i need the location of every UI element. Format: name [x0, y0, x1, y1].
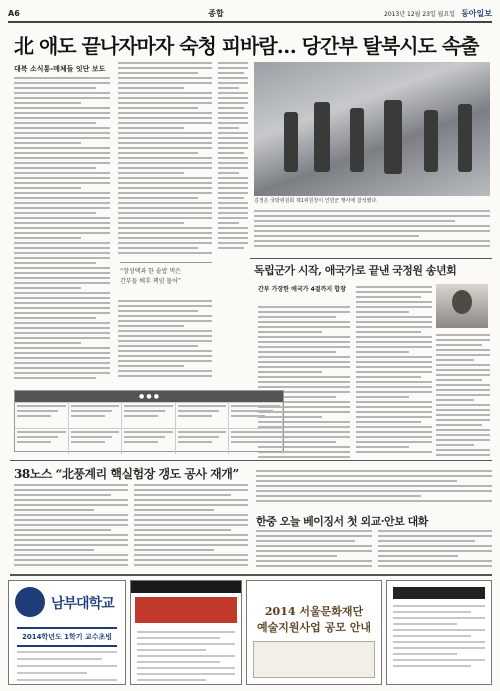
pull-quote-line: 간부들 배후 책임 물어”	[120, 278, 181, 285]
article-column-4	[254, 210, 490, 254]
portrait-photo	[436, 284, 488, 328]
ad-strip	[131, 581, 241, 593]
issue-info: 2013년 12월 23일 월요일	[384, 10, 456, 18]
mid-column-1	[256, 530, 372, 570]
table-row	[15, 402, 283, 428]
news-photo	[254, 62, 490, 196]
culture-foundation-ad	[246, 580, 382, 685]
ad-divider	[10, 574, 492, 576]
side-column-2	[356, 286, 432, 466]
lower-column-3	[256, 470, 492, 508]
newspaper-logo: 동아일보	[461, 7, 492, 18]
ad-headline-line-2: 예술지원사업 공모 안내	[257, 621, 371, 634]
classified-ad	[386, 580, 492, 685]
section-divider	[10, 460, 492, 461]
ad-content-box	[253, 641, 375, 678]
article-column-2	[118, 62, 212, 258]
pull-quote	[120, 262, 212, 287]
article-column-3	[218, 62, 248, 252]
university-name: 남부대학교	[51, 596, 114, 612]
info-table-header: ● ● ●	[15, 391, 283, 402]
lower-column-2	[134, 484, 248, 570]
university-ad	[8, 580, 126, 685]
mid-column-2	[378, 530, 492, 570]
article-column-2b	[118, 300, 212, 382]
ad-title: 2014학년도 1학기 교수초빙	[17, 627, 117, 647]
university-logo-icon	[15, 587, 45, 617]
article-column-1	[14, 62, 110, 382]
section-name: 종합	[208, 8, 224, 18]
ad-headline-line-1: 2014 서울문화재단	[264, 605, 364, 618]
side-column-3	[436, 334, 490, 466]
lower-column-1	[14, 484, 128, 570]
ad-banner	[135, 597, 237, 623]
pull-quote-line: “장성택과 한 솥밥 먹은	[120, 268, 181, 275]
notice-ad	[130, 580, 242, 685]
page-header	[8, 6, 492, 20]
page-number: A6	[8, 8, 20, 18]
section-divider	[250, 258, 492, 259]
photo-caption: 김정은 국방위원회 제1위원장이 인민군 행사에 참석했다.	[254, 198, 378, 204]
main-headline: 北 애도 끝나자마자 숙청 피바람… 당간부 탈북시도 속출	[14, 34, 479, 58]
info-table	[14, 390, 284, 452]
table-row	[15, 428, 283, 454]
lower-article-headline: 38노스 “北풍계리 핵실험장 갱도 공사 재개”	[14, 467, 239, 481]
side-article-headline: 독립군가 시작, 애국가로 끝낸 국정원 송년회	[254, 264, 457, 277]
ad-header	[393, 587, 485, 599]
article-subhead: 대북 소식통-매체들 잇단 보도	[14, 65, 106, 73]
mid-article-headline: 한중 오늘 베이징서 첫 외교·안보 대화	[256, 515, 428, 528]
header-rule	[8, 21, 492, 23]
side-article-subhead: 간부 가장한 애국가 4절까지 합창	[258, 286, 346, 293]
